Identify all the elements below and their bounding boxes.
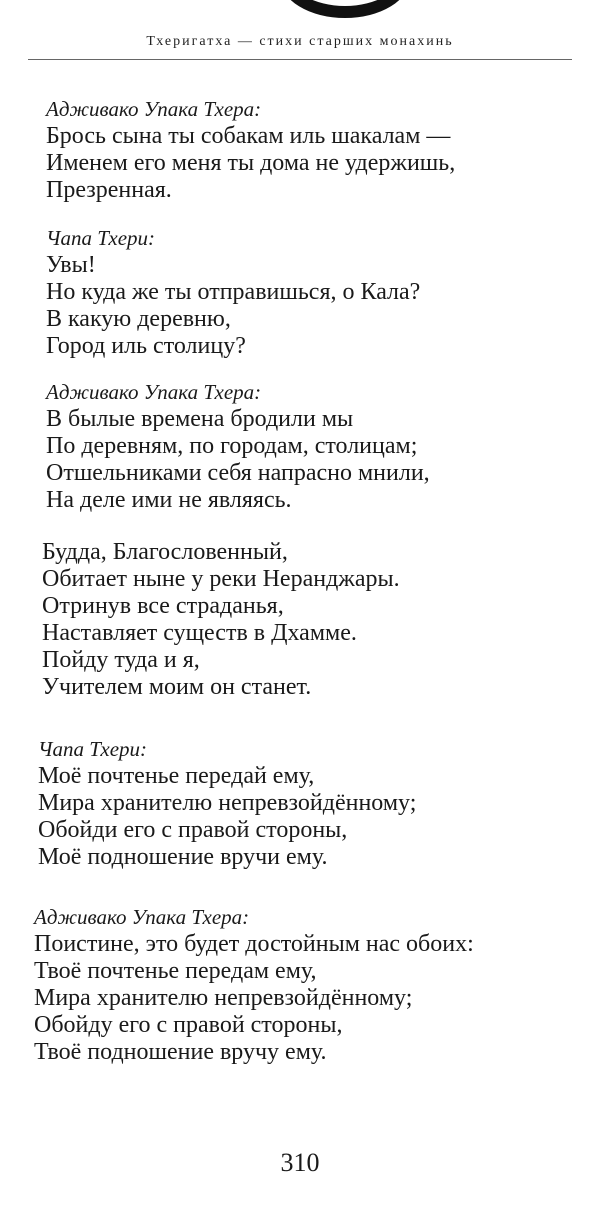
verse-line: Город иль столицу? [46,333,246,359]
stanza-3 [46,378,430,514]
verse-line: Отшельниками себя напрасно мнили, [46,460,430,486]
stanza-1 [46,95,455,204]
speaker-label: Адживако Упака Тхера: [46,97,262,121]
stanza-2 [46,224,420,360]
top-ornament [280,0,410,18]
verse-line: Поистине, это будет достойным нас обоих: [34,931,474,957]
header-rule [28,59,572,60]
verse-line: На деле ими не являясь. [46,487,292,513]
verse-line: Наставляет существ в Дхамме. [42,620,357,646]
verse-line: В какую деревню, [46,306,231,332]
verse-line: Моё подношение вручи ему. [38,844,328,870]
verse-line: Обитает ныне у реки Неранджары. [42,566,400,592]
verse-line: Мира хранителю непревзойдённому; [38,790,417,816]
speaker-label: Чапа Тхери: [38,737,148,761]
stanza-4 [42,539,400,701]
verse-line: Презренная. [46,177,172,203]
verse-line: Отринув все страданья, [42,593,284,619]
verse-line: Твоё подношение вручу ему. [34,1039,327,1065]
page-number: 310 [280,1148,320,1177]
verse-line: Будда, Благословенный, [42,539,288,565]
verse-line: Брось сына ты собакам иль шакалам — [46,123,451,149]
verse-line: Мира хранителю непревзойдённому; [34,985,413,1011]
stanza-6 [34,903,474,1066]
stanza-5 [38,735,416,871]
verse-line: Моё почтенье передай ему, [38,763,315,789]
speaker-label: Адживако Упака Тхера: [34,905,250,929]
verse-line: Увы! [46,252,96,278]
verse-line: В былые времена бродили мы [46,406,354,432]
verse-line: Учителем моим он станет. [42,674,312,700]
verse-line: Обойду его с правой стороны, [34,1012,343,1038]
running-head: Тхеригатха — стихи старших монахинь [146,34,454,49]
verse-line: По деревням, по городам, столицам; [46,433,418,459]
speaker-label: Адживако Упака Тхера: [46,380,262,404]
verse-line: Обойди его с правой стороны, [38,817,348,843]
verse-line: Именем его меня ты дома не удержишь, [46,150,456,176]
verse-line: Твоё почтенье передам ему, [34,958,317,984]
verse-line: Но куда же ты отправишься, о Кала? [46,279,421,305]
verse-line: Пойду туда и я, [42,647,200,673]
speaker-label: Чапа Тхери: [46,226,156,250]
